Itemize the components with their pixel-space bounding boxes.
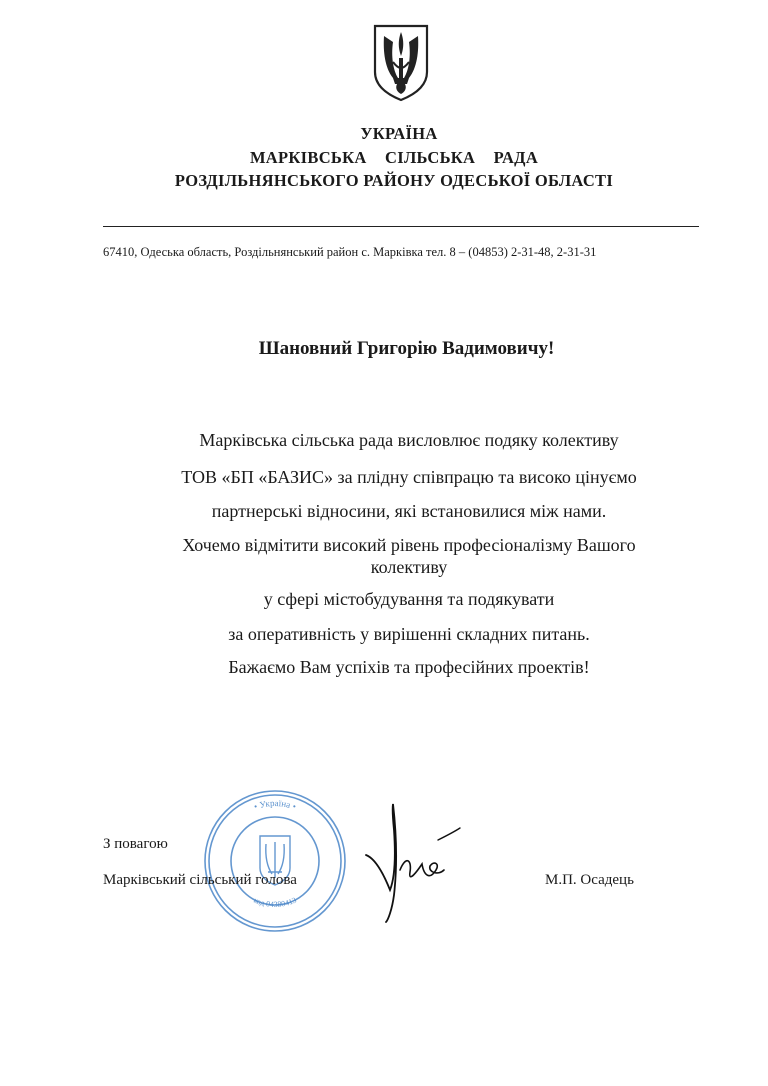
letter-line: у сфері містобудування та подякувати (263, 589, 555, 609)
header-council: МАРКІВСЬКА СІЛЬСЬКА РАДА (249, 148, 539, 167)
signer-name: М.П. Осадець (545, 872, 634, 888)
letter-line: Хочемо відмітити високий рівень професіоналізму Вашого (182, 535, 636, 555)
letter-line: ТОВ «БП «БАЗИС» за плідну співпрацю та високо цінуємо (181, 467, 637, 487)
seal-code: код 04380413 (252, 895, 298, 909)
letter-line: за оперативність у вирішенні складних питань. (228, 624, 590, 644)
letter-line: колективу (370, 557, 448, 577)
letter-line: Бажаємо Вам успіхів та професійних проектів! (228, 657, 590, 677)
letter-line: партнерські відносини, які встановилися між нами. (211, 501, 607, 521)
seal-text-top: • Україна • (252, 797, 298, 812)
coat-of-arms-trident-icon (371, 22, 431, 102)
svg-text:• Україна • (252, 798, 297, 812)
svg-text:код 04380413 (252, 896, 297, 909)
official-seal-icon (200, 786, 350, 936)
header-country: УКРАЇНА (360, 124, 438, 143)
handwritten-signature-icon (360, 800, 470, 925)
letter-salutation: Шановний Григорію Вадимовичу! (258, 338, 555, 359)
header-address: 67410, Одеська область, Роздільнянський район с. Марківка тел. 8 – (04853) 2-31-48, 2-31-31 (103, 245, 597, 259)
signer-position: Марківський сільський голова (103, 872, 297, 888)
header-divider (103, 226, 699, 227)
header-district: РОЗДІЛЬНЯНСЬКОГО РАЙОНУ ОДЕСЬКОЇ ОБЛАСТІ (174, 171, 614, 190)
closing-phrase: З повагою (103, 836, 168, 852)
letter-line: Марківська сільська рада висловлює подяку колективу (199, 430, 619, 450)
